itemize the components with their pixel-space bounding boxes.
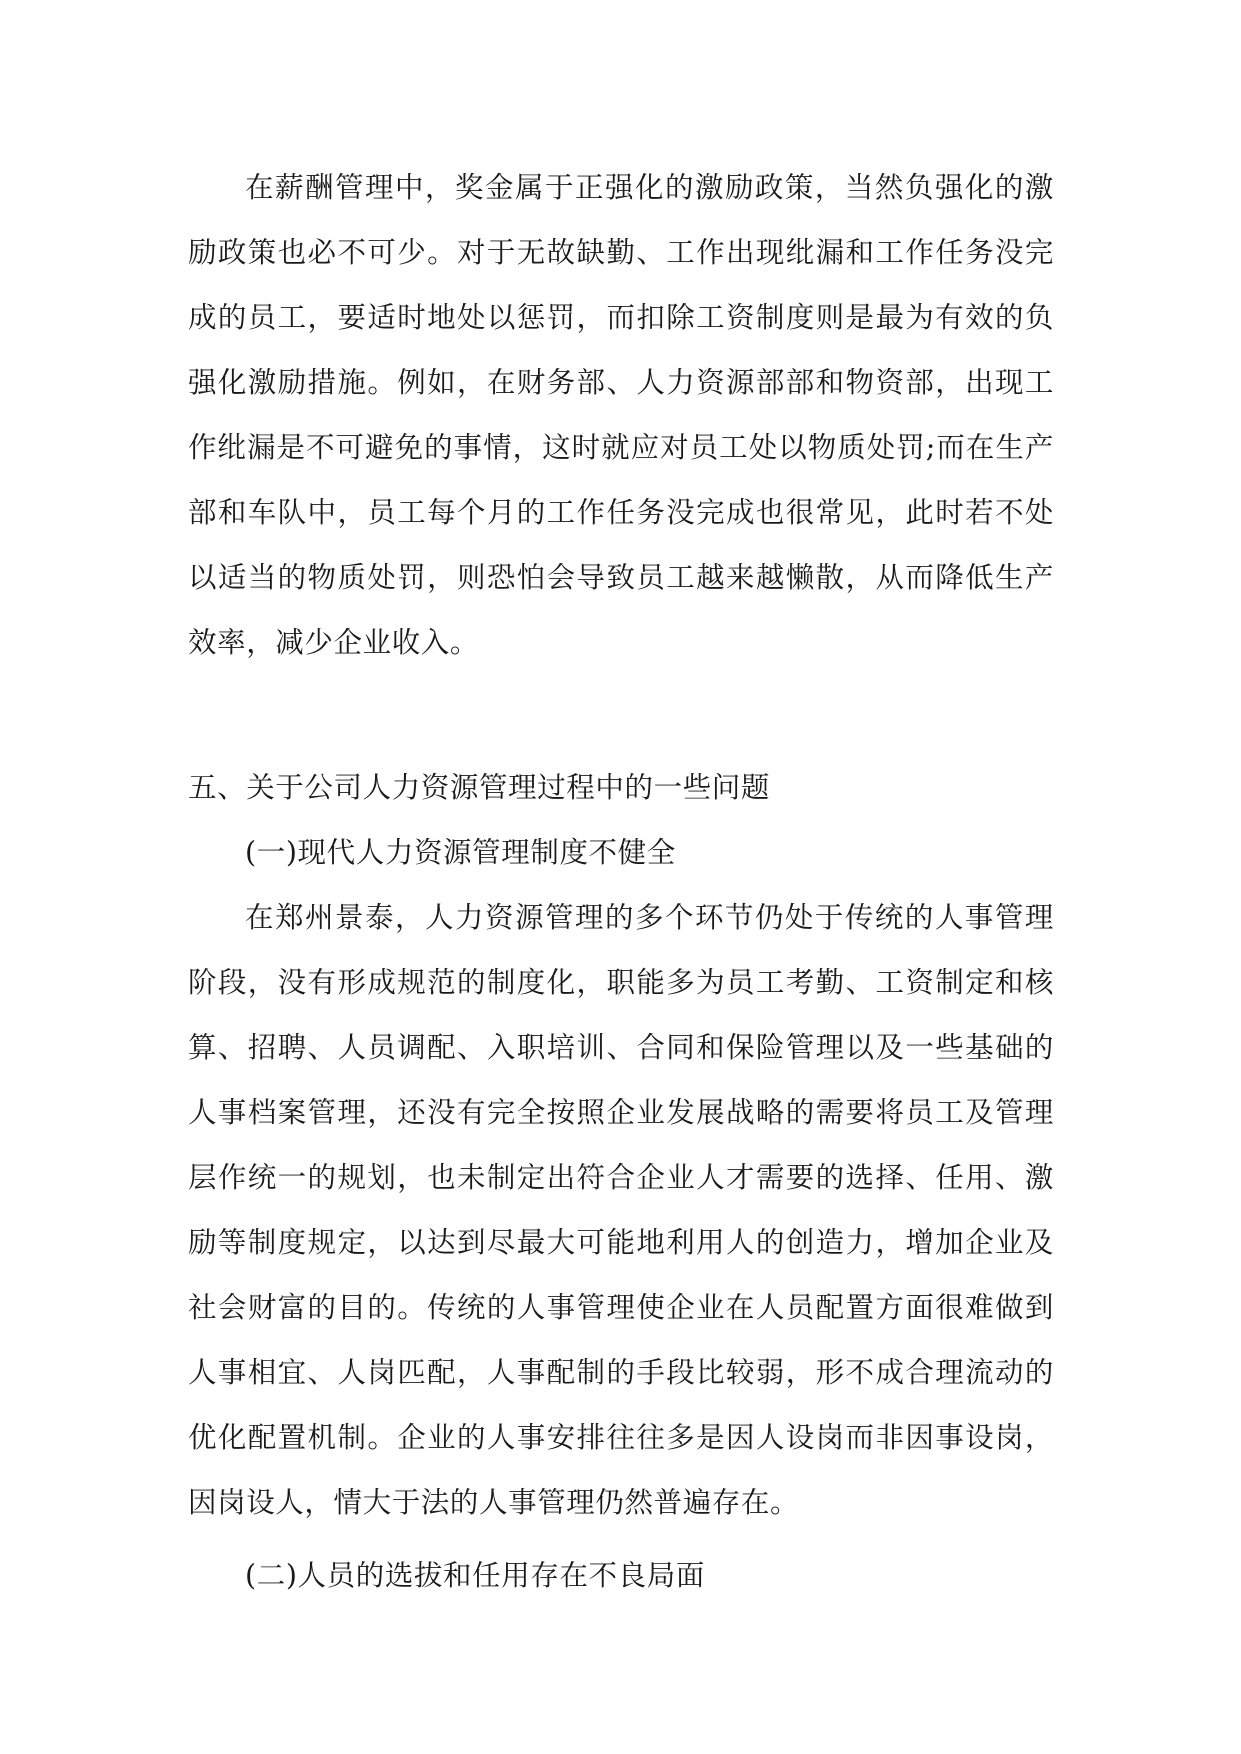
paragraph-hr-system: 在郑州景泰，人力资源管理的多个环节仍处于传统的人事管理阶段，没有形成规范的制度化，职能多为员工考勤、工资制定和核算、招聘、人员调配、入职培训、合同和保险管理以及一些基础的人事档案管理，还没有完全按照企业发展战略的需要将员工及管理层作统一的规划，也未制定出符合企业人才需要的选择、任用、激励等制度规定，以达到尽最大可能地利用人的创造力，增加企业及社会财富的目的。传统的人事管理使企业在人员配置方面很难做到人事相宜、人岗匹配，人事配制的手段比较弱，形不成合理流动的优化配置机制。企业的人事安排往往多是因人设岗而非因事设岗，因岗设人，情大于法的人事管理仍然普遍存在。 — [188, 901, 1054, 1519]
paragraph-salary-incentives: 在薪酬管理中，奖金属于正强化的激励政策，当然负强化的激励政策也必不可少。对于无故缺勤、工作出现纰漏和工作任务没完成的员工，要适时地处以惩罚，而扣除工资制度则是最为有效的负强化激励措施。例如，在财务部、人力资源部部和物资部，出现工作纰漏是不可避免的事情，这时就应对员工处以物质处罚;而在生产部和车队中，员工每个月的工作任务没完成也很常见，此时若不处以适当的物质处罚，则恐怕会导致员工越来越懒散，从而降低生产效率，减少企业收入。 — [188, 171, 1054, 659]
section-heading: 五、关于公司人力资源管理过程中的一些问题 — [188, 771, 771, 804]
subsection-spacer — [188, 1535, 1054, 1543]
subheading-selection: (二)人员的选拔和任用存在不良局面 — [245, 1559, 705, 1592]
subheading-hr-system: (一)现代人力资源管理制度不健全 — [245, 836, 676, 869]
section-spacer — [188, 675, 1054, 755]
document-page — [188, 155, 1054, 1608]
